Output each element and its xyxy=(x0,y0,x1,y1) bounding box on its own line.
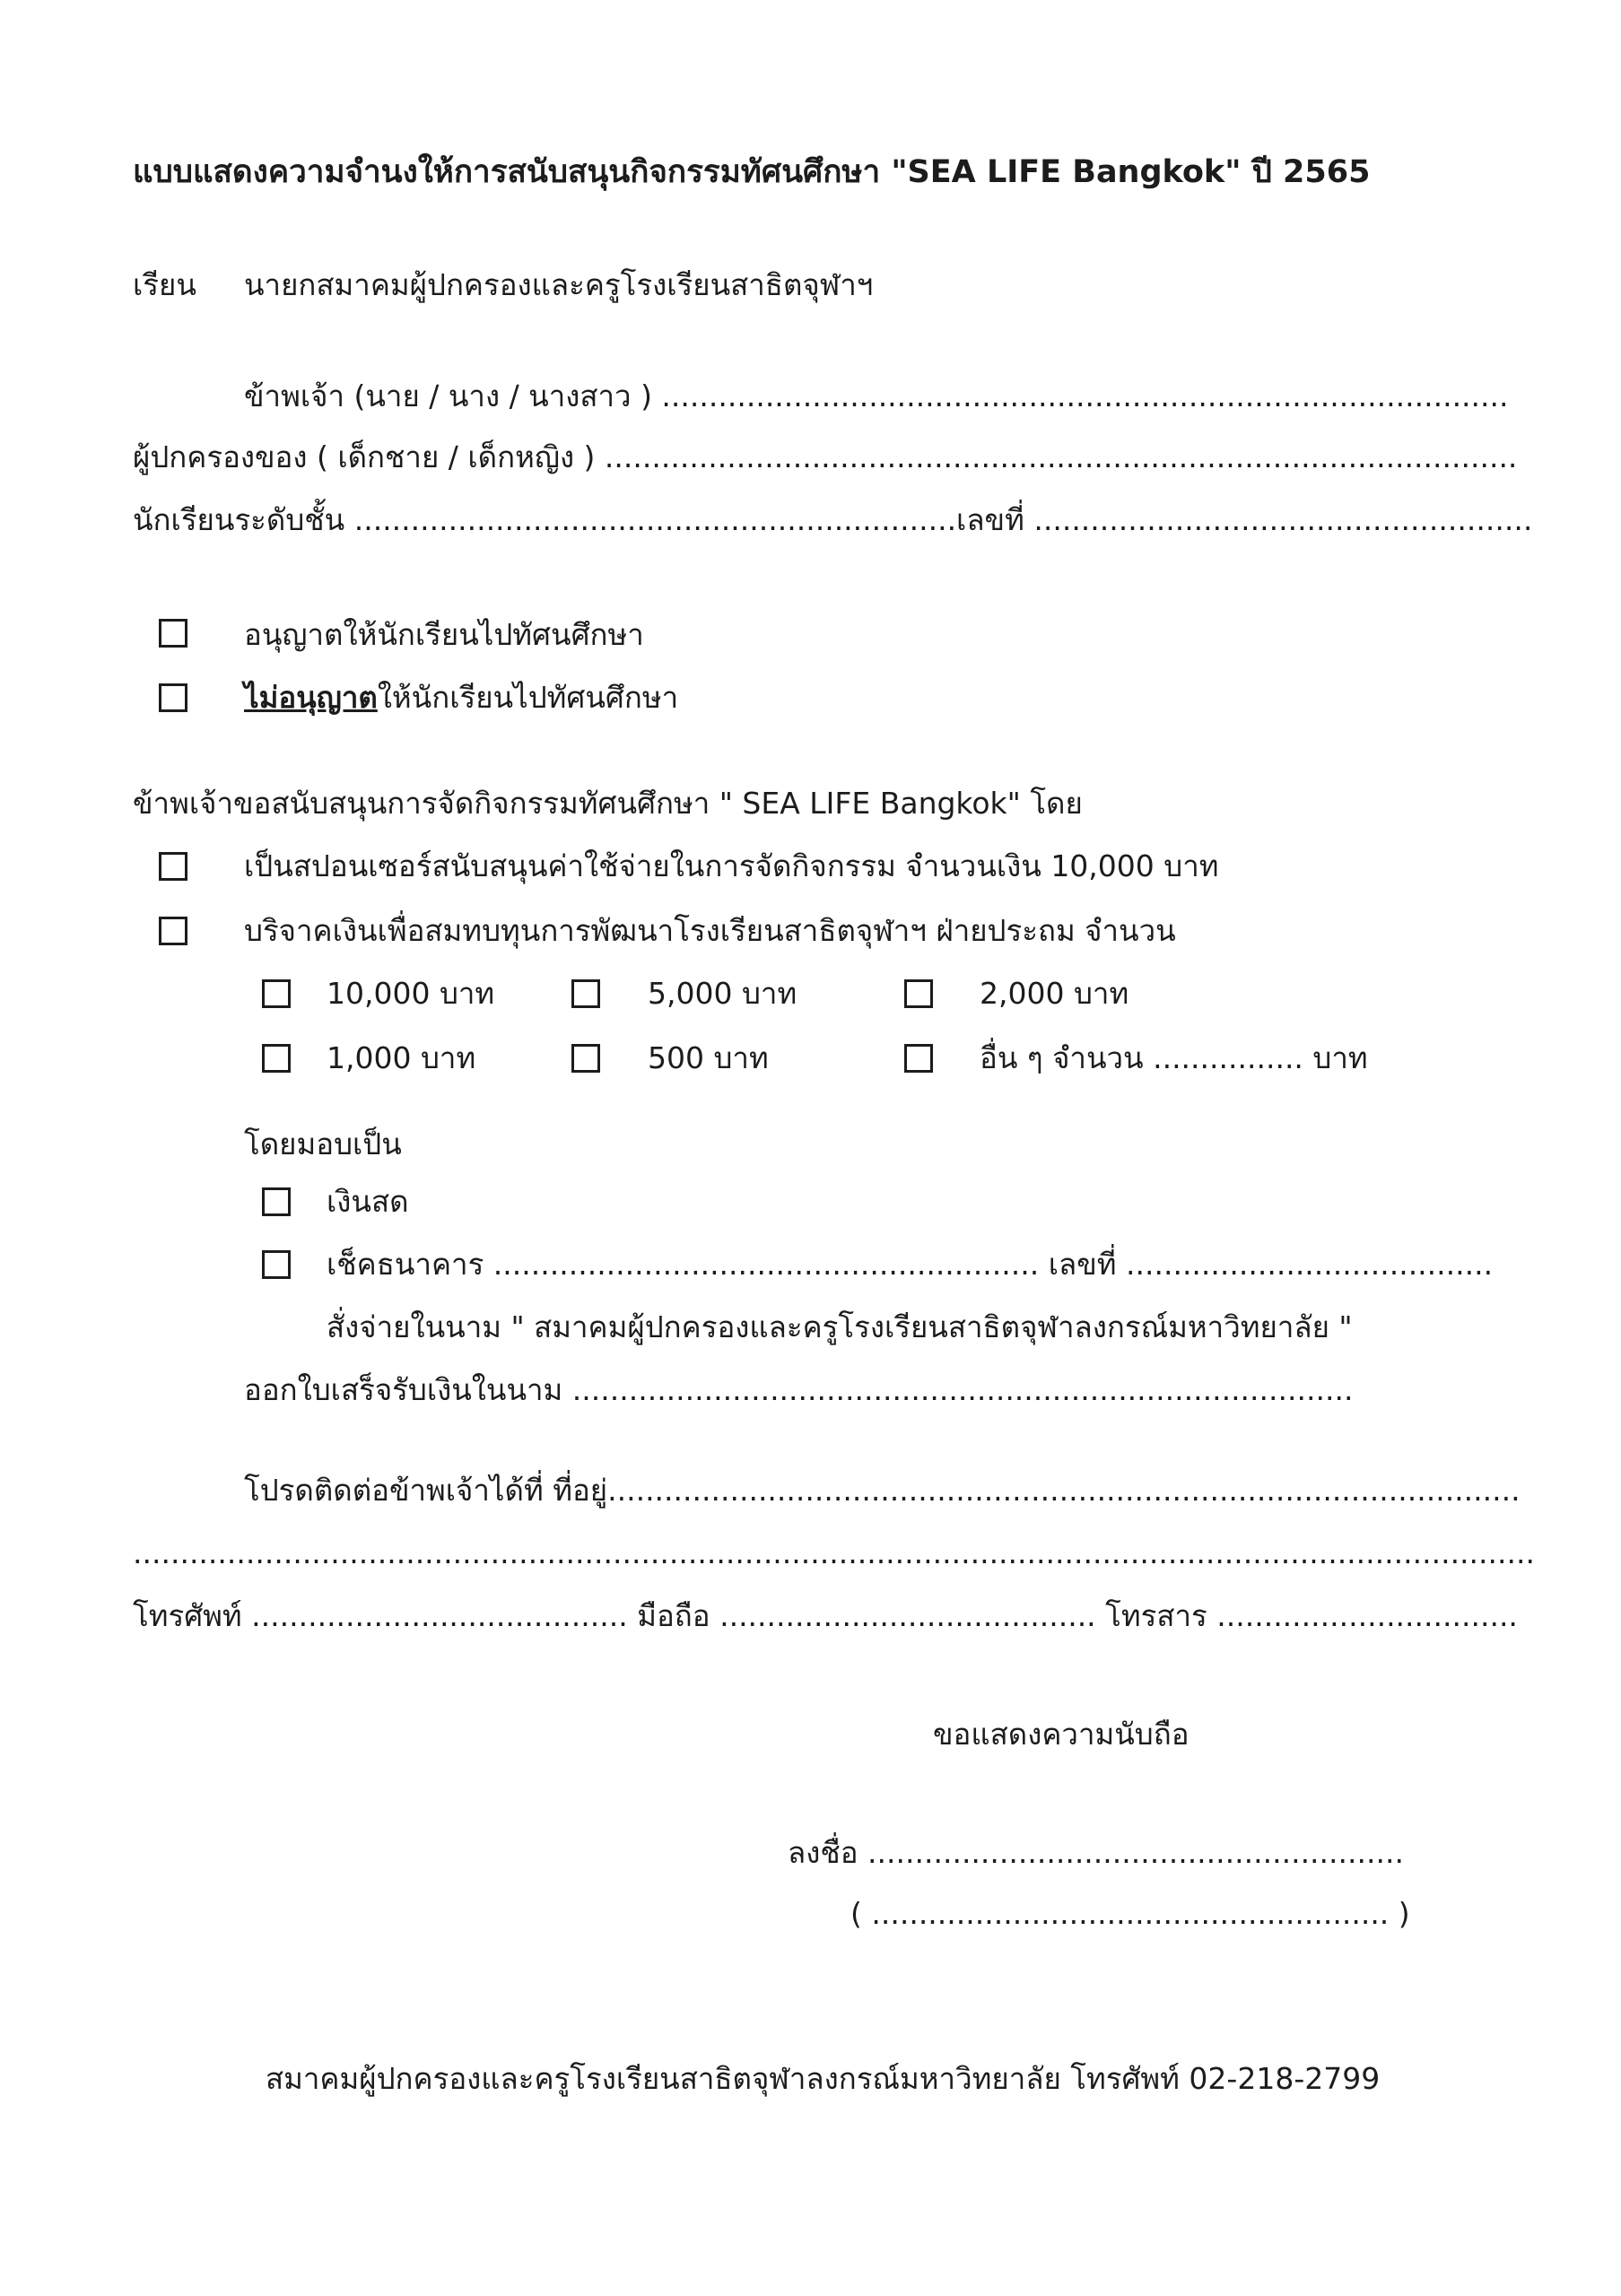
receipt-line[interactable]: ออกใบเสร็จรับเงินในนาม ................................................................................... xyxy=(244,1372,1354,1407)
signature-line[interactable]: ลงชื่อ ......................................................... xyxy=(788,1835,1404,1870)
payee-line: สั่งจ่ายในนาม " สมาคมผู้ปกครองและครูโรงเรียนสาธิตจุฬาลงกรณ์มหาวิทยาลัย " xyxy=(327,1309,1353,1344)
address-continuation[interactable]: ..................................................................................................................................................... xyxy=(133,1535,1535,1570)
signature-name-line[interactable]: ( ....................................................... ) xyxy=(850,1896,1410,1931)
amount-10000-checkbox[interactable] xyxy=(262,979,291,1008)
donate-label: บริจาคเงินเพื่อสมทบทุนการพัฒนาโรงเรียนสาธิตจุฬาฯ ฝ่ายประถม จำนวน xyxy=(244,913,1176,948)
amount-500-checkbox[interactable] xyxy=(571,1044,600,1073)
applicant-name-line[interactable]: ข้าพเจ้า (นาย / นาง / นางสาว ) .......................................................................................... xyxy=(244,378,1509,413)
cheque-checkbox[interactable] xyxy=(262,1250,291,1279)
deny-label: ไม่อนุญาตให้นักเรียนไปทัศนศึกษา xyxy=(244,680,679,715)
guardian-line[interactable]: ผู้ปกครองของ ( เด็กชาย / เด็กหญิง ) ................................................................................................. xyxy=(133,439,1518,474)
amount-1000-label: 1,000 บาท xyxy=(327,1040,476,1075)
phone-line[interactable]: โทรศัพท์ ........................................ มือถือ ........................................ โทรสาร ................................ xyxy=(133,1598,1518,1633)
allow-label: อนุญาตให้นักเรียนไปทัศนศึกษา xyxy=(244,617,644,652)
amount-5000-label: 5,000 บาท xyxy=(648,976,797,1011)
grade-line[interactable]: นักเรียนระดับชั้น ................................................................เลขที่ ..................................................... xyxy=(133,502,1533,537)
address-line[interactable]: โปรดติดต่อข้าพเจ้าได้ที่ ที่อยู่................................................................................................. xyxy=(244,1473,1521,1508)
amount-2000-label: 2,000 บาท xyxy=(980,976,1129,1011)
deny-checkbox[interactable] xyxy=(159,683,187,712)
cash-label: เงินสด xyxy=(327,1184,409,1219)
amount-2000-checkbox[interactable] xyxy=(904,979,933,1008)
footer-association: สมาคมผู้ปกครองและครูโรงเรียนสาธิตจุฬาลงกรณ์มหาวิทยาลัย โทรศัพท์ 02-218-2799 xyxy=(266,2061,1381,2096)
amount-1000-checkbox[interactable] xyxy=(262,1044,291,1073)
closing-regards: ขอแสดงความนับถือ xyxy=(933,1717,1190,1752)
amount-10000-label: 10,000 บาท xyxy=(327,976,495,1011)
sponsor-label: เป็นสปอนเซอร์สนับสนุนค่าใช้จ่ายในการจัดกิจกรรม จำนวนเงิน 10,000 บาท xyxy=(244,848,1219,883)
allow-checkbox[interactable] xyxy=(159,619,187,648)
support-intro: ข้าพเจ้าขอสนับสนุนการจัดกิจกรรมทัศนศึกษา " SEA LIFE Bangkok" โดย xyxy=(133,786,1083,821)
amount-5000-checkbox[interactable] xyxy=(571,979,600,1008)
cash-checkbox[interactable] xyxy=(262,1187,291,1216)
cheque-line[interactable]: เช็คธนาคาร .......................................................... เลขที่ ....................................... xyxy=(327,1247,1494,1282)
salutation-label: เรียน xyxy=(133,267,196,302)
payment-label: โดยมอบเป็น xyxy=(244,1126,402,1161)
amount-500-label: 500 บาท xyxy=(648,1040,769,1075)
salutation-recipient: นายกสมาคมผู้ปกครองและครูโรงเรียนสาธิตจุฬาฯ xyxy=(244,267,874,302)
sponsor-checkbox[interactable] xyxy=(159,852,187,881)
amount-other-label[interactable]: อื่น ๆ จำนวน ................ บาท xyxy=(980,1040,1368,1075)
form-title: แบบแสดงความจำนงให้การสนับสนุนกิจกรรมทัศนศึกษา "SEA LIFE Bangkok" ปี 2565 xyxy=(133,154,1371,190)
amount-other-checkbox[interactable] xyxy=(904,1044,933,1073)
donate-checkbox[interactable] xyxy=(159,917,187,945)
